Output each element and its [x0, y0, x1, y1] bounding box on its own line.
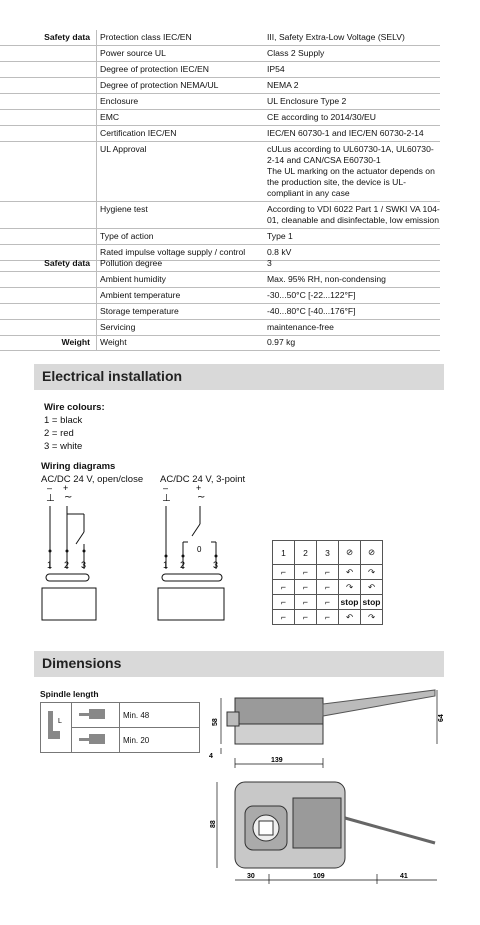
- spec-value: 0.8 kV: [267, 247, 292, 257]
- spec-label: Power source UL: [96, 46, 264, 61]
- contact-symbol-icon: ⌐: [273, 595, 295, 610]
- spec-category: Safety data: [44, 32, 90, 42]
- spindle-dim-label: L: [58, 717, 62, 725]
- wire-colour-2: 2 = red: [44, 428, 74, 439]
- contact-symbol-icon: ⌐: [273, 610, 295, 625]
- spec-value: 0.97 kg: [267, 337, 296, 347]
- diagram-3-point-label: AC/DC 24 V, 3-point: [160, 474, 246, 485]
- wire-colour-3: 3 = white: [44, 441, 83, 452]
- terminal-minus-sign: –: [47, 483, 53, 493]
- actuator-top-view: [205, 778, 445, 888]
- spindle-min-20: Min. 20: [120, 728, 200, 753]
- dim-109: 109: [313, 873, 325, 880]
- dim-41: 41: [400, 873, 408, 880]
- terminal-ac: ~: [64, 492, 73, 503]
- wiring-diagram-open-close: [40, 484, 140, 624]
- rotate-cw-icon: ↷: [361, 565, 383, 580]
- rotate-cw-icon: ↷: [339, 580, 361, 595]
- rotate-ccw-icon: ↶: [361, 580, 383, 595]
- contact-symbol-icon: ⌐: [317, 610, 339, 625]
- spindle-length-title: Spindle length: [40, 689, 99, 699]
- spec-label: UL Approval: [96, 142, 264, 201]
- spec-label: Type of action: [96, 229, 264, 244]
- dim-58: 58: [212, 718, 219, 726]
- contact-symbol-icon: ⌐: [317, 580, 339, 595]
- terminal-ac: ~: [197, 492, 206, 503]
- control-function-table: [272, 540, 383, 625]
- direction-switch-0-icon: ⊘: [339, 541, 361, 565]
- spec-table-safety-1: [0, 30, 440, 261]
- wiring-diagrams-title: Wiring diagrams: [41, 461, 116, 472]
- rotate-cw-icon: ↷: [361, 610, 383, 625]
- ctrl-header-1: 1: [273, 541, 295, 565]
- wire-colours-title: Wire colours:: [44, 402, 105, 413]
- terminal-3: 3: [81, 560, 87, 570]
- spec-table-safety-2: [0, 256, 440, 336]
- terminal-3: 3: [213, 560, 219, 570]
- terminal-2: 2: [180, 560, 186, 570]
- terminal-2: 2: [64, 560, 70, 570]
- spec-label: Degree of protection IEC/EN: [96, 62, 264, 77]
- section-title: Dimensions: [42, 655, 122, 671]
- spec-value: UL Enclosure Type 2: [267, 96, 347, 106]
- spec-label: Protection class IEC/EN: [96, 30, 264, 45]
- spec-label: Degree of protection NEMA/UL: [96, 78, 264, 93]
- spindle-length-table: [40, 702, 200, 753]
- ctrl-header-3: 3: [317, 541, 339, 565]
- direction-switch-1-icon: ⊘: [361, 541, 383, 565]
- stop-label: stop: [339, 595, 361, 610]
- diagram-open-close-label: AC/DC 24 V, open/close: [41, 474, 144, 485]
- contact-symbol-icon: ⌐: [295, 580, 317, 595]
- terminal-plus: +: [196, 483, 202, 493]
- spec-value: -40...80°C [-40...176°F]: [267, 306, 356, 316]
- spec-category: Weight: [61, 337, 90, 347]
- spec-label: Weight: [96, 335, 264, 350]
- terminal-1: 1: [163, 560, 169, 570]
- terminal-ground: ⊥: [162, 493, 171, 504]
- dim-4: 4: [209, 753, 213, 760]
- spec-value: IP54: [267, 64, 285, 74]
- dim-30: 30: [247, 873, 255, 880]
- spec-label: Pollution degree: [96, 256, 264, 271]
- spec-value: Max. 95% RH, non-condensing: [267, 274, 386, 284]
- terminal-1: 1: [47, 560, 53, 570]
- spec-category: Safety data: [44, 258, 90, 268]
- spec-value: CE according to 2014/30/EU: [267, 112, 376, 122]
- spindle-long-icon: [72, 703, 120, 728]
- terminal-minus-sign: –: [163, 483, 169, 493]
- spec-value: Class 2 Supply: [267, 48, 325, 58]
- spindle-short-icon: [72, 728, 120, 753]
- spec-value: -30...50°C [-22...122°F]: [267, 290, 356, 300]
- spec-value: 3: [267, 258, 272, 268]
- spec-label: EMC: [96, 110, 264, 125]
- switch-zero: 0: [197, 545, 202, 554]
- spec-value: IEC/EN 60730-1 and IEC/EN 60730-2-14: [267, 128, 424, 138]
- contact-symbol-icon: ⌐: [317, 565, 339, 580]
- terminal-plus: +: [63, 483, 69, 493]
- section-header-dimensions: [34, 651, 444, 677]
- spec-value: cULus according to UL60730-1A, UL60730-2-14 and CAN/CSA E60730-1 The UL marking on the actuator depends on the production site, the device is UL-compliant in any case: [267, 144, 435, 198]
- ctrl-header-2: 2: [295, 541, 317, 565]
- spec-value: maintenance-free: [267, 322, 334, 332]
- rotate-ccw-icon: ↶: [339, 610, 361, 625]
- terminal-ground: ⊥: [46, 493, 55, 504]
- spec-label: Ambient temperature: [96, 288, 264, 303]
- contact-symbol-icon: ⌐: [295, 565, 317, 580]
- spec-value: NEMA 2: [267, 80, 299, 90]
- spec-label: Rated impulse voltage supply / control: [96, 245, 264, 260]
- dim-139: 139: [271, 757, 283, 764]
- spec-value: III, Safety Extra-Low Voltage (SELV): [267, 32, 405, 42]
- spec-value: According to VDI 6022 Part 1 / SWKI VA 104-01, cleanable and disinfectable, low emission: [267, 204, 440, 225]
- stop-label: stop: [361, 595, 383, 610]
- spec-label: Hygiene test: [96, 202, 264, 228]
- contact-symbol-icon: ⌐: [273, 580, 295, 595]
- spindle-illustration-icon: [41, 703, 72, 753]
- spec-label: Enclosure: [96, 94, 264, 109]
- spec-value: Type 1: [267, 231, 293, 241]
- spec-label: Certification IEC/EN: [96, 126, 264, 141]
- wiring-diagram-3-point: [156, 484, 256, 624]
- spec-label: Servicing: [96, 320, 264, 335]
- spec-label: Storage temperature: [96, 304, 264, 319]
- spec-label: Ambient humidity: [96, 272, 264, 287]
- contact-symbol-icon: ⌐: [295, 595, 317, 610]
- dim-64: 64: [438, 714, 445, 722]
- section-header-electrical: [34, 364, 444, 390]
- rotate-ccw-icon: ↶: [339, 565, 361, 580]
- contact-symbol-icon: ⌐: [273, 565, 295, 580]
- dim-88: 88: [210, 820, 217, 828]
- spindle-min-48: Min. 48: [120, 703, 200, 728]
- actuator-side-view: [205, 686, 445, 776]
- wire-colour-1: 1 = black: [44, 415, 83, 426]
- spec-table-weight: [0, 335, 440, 351]
- section-title: Electrical installation: [42, 368, 183, 384]
- contact-symbol-icon: ⌐: [295, 610, 317, 625]
- contact-symbol-icon: ⌐: [317, 595, 339, 610]
